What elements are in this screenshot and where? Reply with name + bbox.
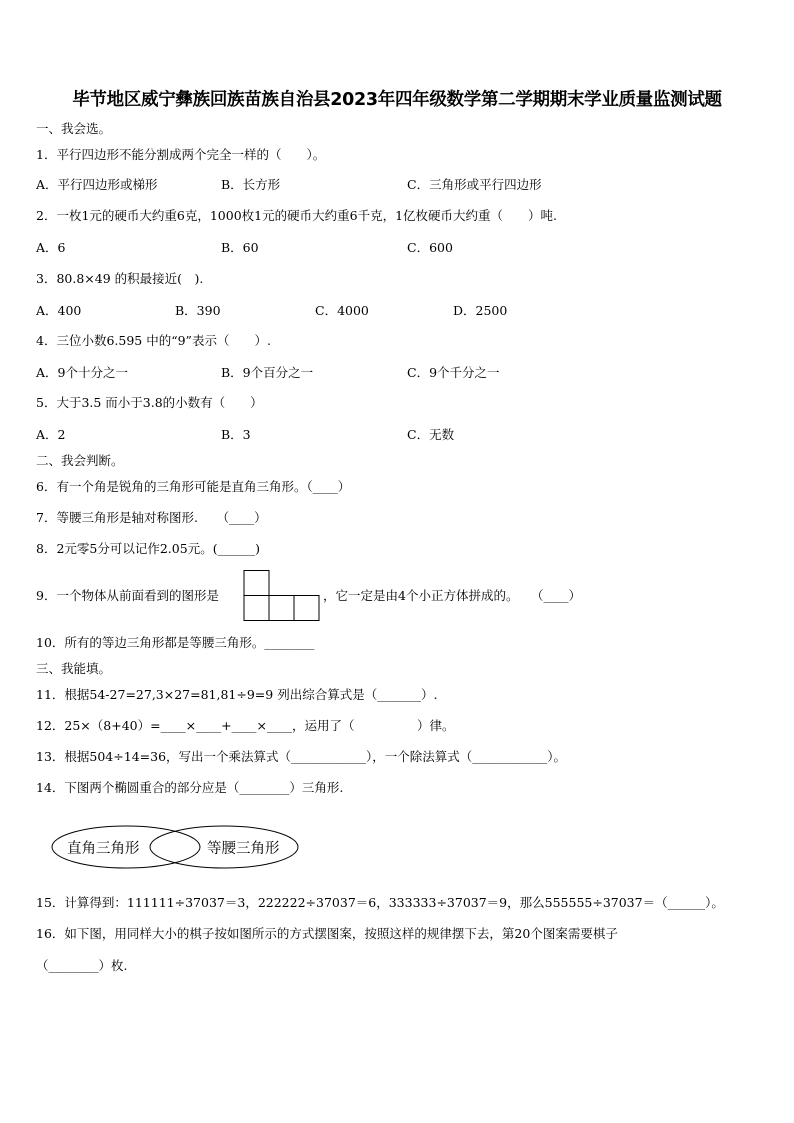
q4-option-b: B．9个百分之一 xyxy=(221,365,314,380)
question-14: 14．下图两个椭圆重合的部分应是（________）三角形. xyxy=(36,780,344,795)
question-6: 6．有一个角是锐角的三角形可能是直角三角形。（____） xyxy=(36,479,351,494)
q1-option-a: A．平行四边形或梯形 xyxy=(36,177,158,192)
q3-option-a: A．400 xyxy=(36,303,82,318)
q3-option-b: B．390 xyxy=(175,303,221,318)
section-heading-judge: 二、我会判断。 xyxy=(36,453,124,468)
question-9-text-end: ，它一定是由4个小正方体拼成的。 （____） xyxy=(323,588,581,603)
question-9-text-start: 9．一个物体从前面看到的图形是 xyxy=(36,588,219,603)
q3-option-d: D．2500 xyxy=(453,303,508,318)
question-15: 15．计算得到：111111÷37037＝3，222222÷37037＝6，333333÷37037＝9，那么555555÷37037＝（______）。 xyxy=(36,895,724,910)
venn-right-label: 等腰三角形 xyxy=(207,841,280,857)
q1-option-c: C．三角形或平行四边形 xyxy=(407,177,542,192)
question-7: 7．等腰三角形是轴对称图形. （____） xyxy=(36,510,267,525)
question-11: 11．根据54-27=27,3×27=81,81÷9=9 列出综合算式是（_______）. xyxy=(36,687,438,702)
question-12: 12．25×（8+40）=____×____+____×____，运用了（ ）律。 xyxy=(36,718,455,733)
venn-ellipses-figure xyxy=(50,824,300,870)
question-13: 13．根据504÷14=36，写出一个乘法算式（____________），一个除法算式（____________）。 xyxy=(36,749,567,764)
q4-option-a: A．9个十分之一 xyxy=(36,365,128,380)
question-16: 16．如下图，用同样大小的棋子按如图所示的方式摆图案，按照这样的规律摆下去，第20个图案需要棋子 xyxy=(36,926,618,941)
question-5: 5．大于3.5 而小于3.8的小数有（ ） xyxy=(36,395,263,410)
question-8: 8．2元零5分可以记作2.05元。(______) xyxy=(36,541,260,556)
q5-option-b: B．3 xyxy=(221,427,251,442)
question-2: 2．一枚1元的硬币大约重6克，1000枚1元的硬币大约重6千克，1亿枚硬币大约重（ ）吨. xyxy=(36,208,558,223)
section-heading-fill: 三、我能填。 xyxy=(36,661,112,676)
question-4: 4．三位小数6.595 中的“9”表示（ ）. xyxy=(36,333,271,348)
cube-front-view-figure xyxy=(243,570,321,622)
q3-option-c: C．4000 xyxy=(315,303,369,318)
q1-option-b: B．长方形 xyxy=(221,177,281,192)
page-title: 毕节地区威宁彝族回族苗族自治县2023年四年级数学第二学期期末学业质量监测试题 xyxy=(72,90,722,110)
q5-option-a: A．2 xyxy=(36,427,66,442)
q2-option-c: C．600 xyxy=(407,240,453,255)
q2-option-a: A．6 xyxy=(36,240,66,255)
question-10: 10．所有的等边三角形都是等腰三角形。________ xyxy=(36,635,315,650)
venn-left-label: 直角三角形 xyxy=(67,841,140,857)
q5-option-c: C．无数 xyxy=(407,427,455,442)
q2-option-b: B．60 xyxy=(221,240,259,255)
question-16-continued: （________）枚. xyxy=(36,958,128,973)
q4-option-c: C．9个千分之一 xyxy=(407,365,500,380)
question-1: 1．平行四边形不能分割成两个完全一样的（ ）。 xyxy=(36,147,326,162)
question-3: 3．80.8×49 的积最接近( ). xyxy=(36,271,204,286)
section-heading-choice: 一、我会选。 xyxy=(36,121,112,136)
